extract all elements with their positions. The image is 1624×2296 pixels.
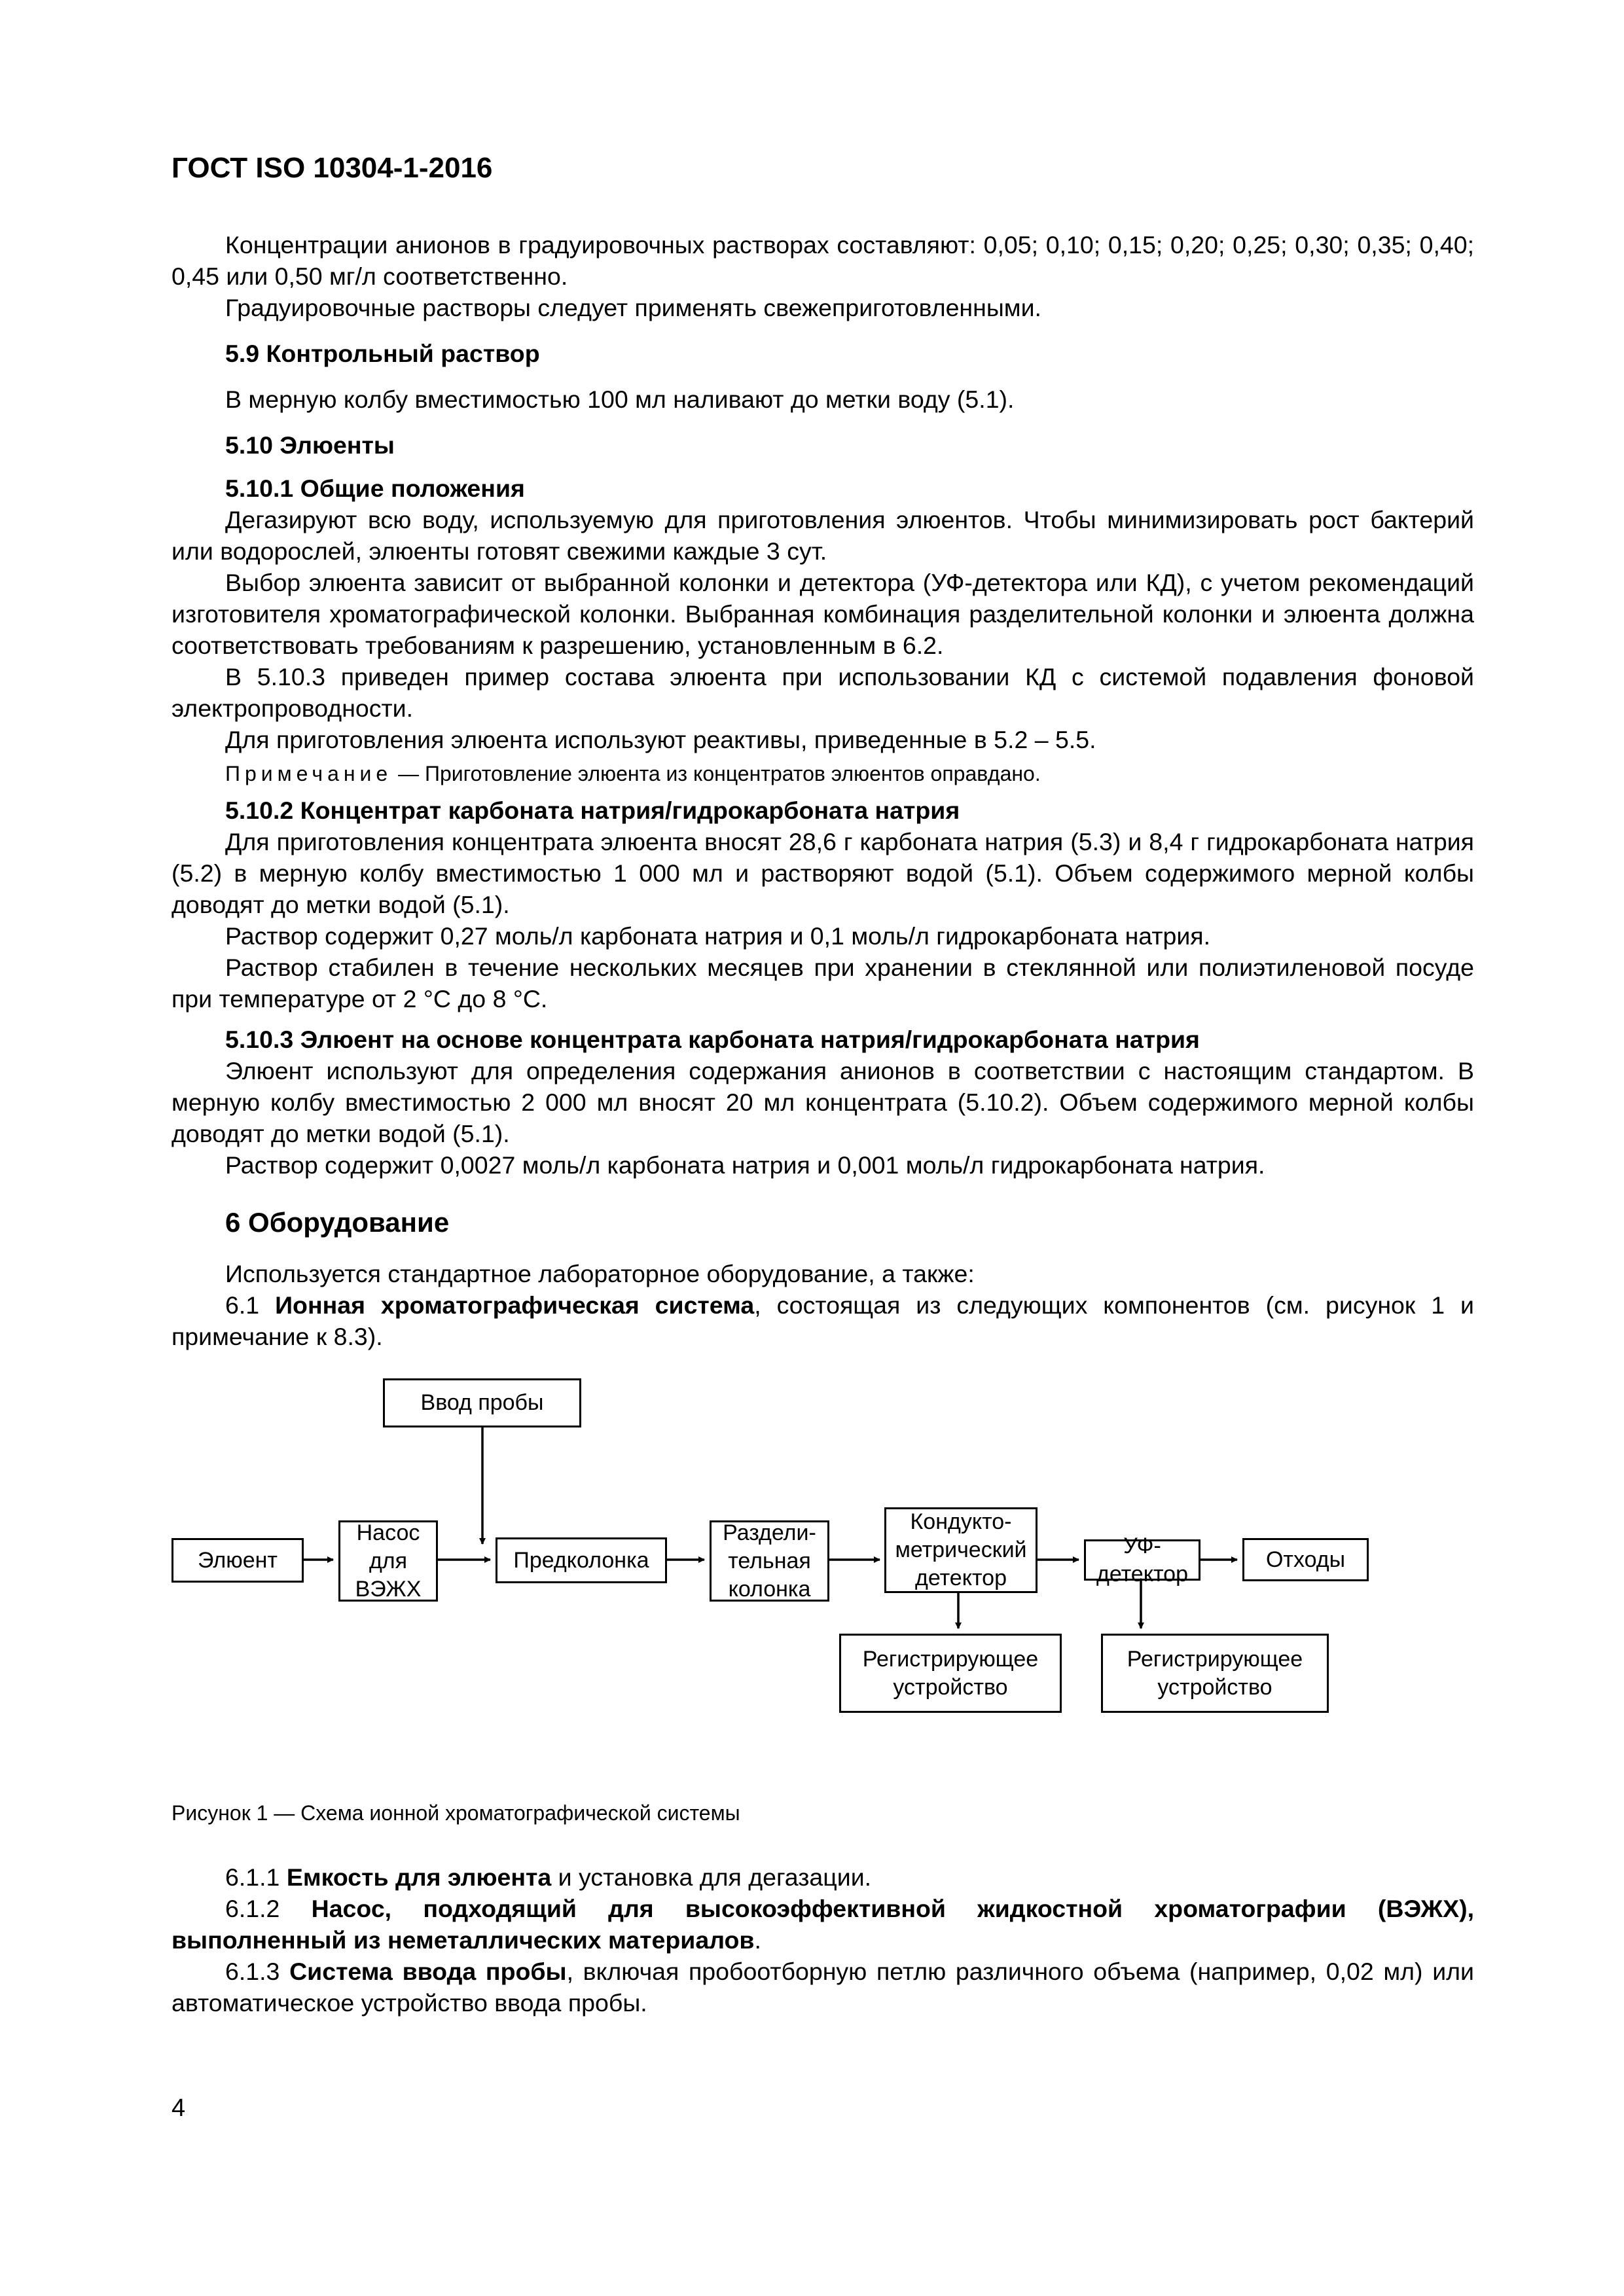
box-label: Раздели- [723,1520,816,1545]
box-label: Насос [356,1520,420,1545]
box-conductometric-detector [884,1507,1038,1593]
box-label: Отходы [1265,1547,1346,1572]
box-label: Предколонка [513,1547,649,1573]
item-text: , состоящая из следующих компонентов (см. рисунок 1 и примечание к 8.3). [171,1291,1474,1350]
paragraph [171,1861,1474,1893]
box-label: тельная [728,1548,811,1573]
box-hplc-pump [338,1520,438,1602]
note [171,758,1474,789]
document-body [171,229,1474,2018]
box-recorder-2 [1101,1634,1329,1713]
box-label: устройство [893,1674,1008,1700]
section-heading: 5.9 Контрольный раствор [225,340,540,367]
paragraph: Выбор элюента зависит от выбранной колонки и детектора (УФ-детектора или КД), с учетом рекомендаций изготовителя хроматографической колонки. Выбранная комбинация разделительной колонки и элюента должна соответствовать требованиям к разрешению, установленным в 6.2. [171,569,1474,659]
paragraph: Для приготовления концентрата элюента вносят 28,6 г карбоната натрия (5.3) и 8,4 г гидрокарбоната натрия (5.2) в мерную колбу вместимостью 1 000 мл и растворяют водой (5.1). Объем содержимого мерной колбы доводят до метки водой (5.1). [171,828,1474,918]
paragraph [171,1893,1474,1956]
paragraph [171,1289,1474,1352]
paragraph: Раствор содержит 0,27 моль/л карбоната натрия и 0,1 моль/л гидрокарбоната натрия. [225,922,1211,950]
box-label: метрический [895,1537,1027,1562]
paragraph: В мерную колбу вместимостью 100 мл наливают до метки воду (5.1). [225,386,1015,413]
subsection-heading: 5.10.2 Концентрат карбоната натрия/гидрокарбоната натрия [225,797,960,824]
box-label: Кондукто- [910,1509,1012,1534]
box-separation-column [710,1520,829,1602]
item-number: 6.1 [225,1291,276,1319]
box-label: колонка [728,1576,811,1602]
box-label: Ввод пробы [420,1390,544,1415]
paragraph: Раствор содержит 0,0027 моль/л карбоната натрия и 0,001 моль/л гидрокарбоната натрия. [225,1151,1265,1179]
paragraph: Для приготовления элюента используют реактивы, приведенные в 5.2 – 5.5. [225,726,1096,753]
paragraph: Раствор стабилен в течение нескольких месяцев при хранении в стеклянной или полиэтиленовой посуде при температуре от 2 °С до 8 °С. [171,954,1474,1013]
box-label: Элюент [198,1547,278,1573]
item-text: и установка для дегазации. [551,1863,872,1891]
paragraph: Используется стандартное лабораторное оборудование, а также: [225,1260,975,1287]
figure-caption: Рисунок 1 — Схема ионной хроматографической системы [171,1801,740,1825]
box-recorder-1 [839,1634,1062,1713]
box-waste [1242,1538,1369,1581]
page-number: 4 [171,2094,186,2122]
paragraph: Элюент используют для определения содержания анионов в соответствии с настоящим стандартом. В мерную колбу вместимостью 2 000 мл вносят 20 мл концентрата (5.10.2). Объем содержимого мерной колбы доводят до метки водой (5.1). [171,1057,1474,1147]
paragraph: Концентрации анионов в градуировочных растворах составляют: 0,05; 0,10; 0,15; 0,20; 0,25; 0,30; 0,35; 0,40; 0,45 или 0,50 мг/л соответственно. [171,231,1474,290]
box-label: УФ-детектор [1096,1533,1188,1587]
paragraph [171,1956,1474,2018]
item-term: Насос, подходящий для высокоэффективной жидкостной хроматографии (ВЭЖХ), выполненный из неметаллических материалов [171,1895,1475,1954]
item-number: 6.1.2 [225,1895,312,1922]
note-text: — Приготовление элюента из концентратов элюентов оправдано. [392,762,1041,785]
item-text: . [754,1926,761,1954]
box-label: для [369,1548,408,1573]
box-label: Регистрирующее [862,1646,1039,1672]
paragraph: Градуировочные растворы следует применять свежеприготовленными. [225,294,1041,321]
item-term: Ионная хроматографическая система [275,1291,755,1319]
box-sample-input [383,1378,581,1427]
document-header: ГОСТ ISO 10304-1-2016 [171,152,493,184]
item-term: Система ввода пробы [289,1958,567,1985]
section-heading: 5.10 Элюенты [225,431,395,459]
paragraph: Дегазируют всю воду, используемую для приготовления элюентов. Чтобы минимизировать рост бактерий или водорослей, элюенты готовят свежими каждые 3 сут. [171,506,1474,565]
item-number: 6.1.1 [225,1863,287,1891]
subsection-heading: 5.10.1 Общие положения [225,475,525,502]
paragraph: В 5.10.3 приведен пример состава элюента при использовании КД с системой подавления фоновой электропроводности. [171,663,1474,722]
box-label: ВЭЖХ [355,1576,422,1602]
item-term: Емкость для элюента [286,1863,552,1891]
subsection-heading: 5.10.3 Элюент на основе концентрата карбоната натрия/гидрокарбоната натрия [225,1026,1200,1053]
box-label: устройство [1157,1674,1272,1700]
box-label: детектор [915,1566,1007,1590]
flow-diagram [171,1378,1474,1797]
box-uv-detector [1084,1533,1200,1587]
box-precolumn [496,1537,667,1583]
section-heading: 6 Оборудование [225,1207,450,1238]
box-label: Регистрирующее [1127,1646,1303,1672]
item-number: 6.1.3 [225,1958,290,1985]
box-eluent [171,1538,304,1583]
item-text: , включая пробоотборную петлю различного объема (например, 0,02 мл) или автоматическое устройство ввода пробы. [171,1958,1474,2017]
note-label: Примечание [225,762,393,785]
